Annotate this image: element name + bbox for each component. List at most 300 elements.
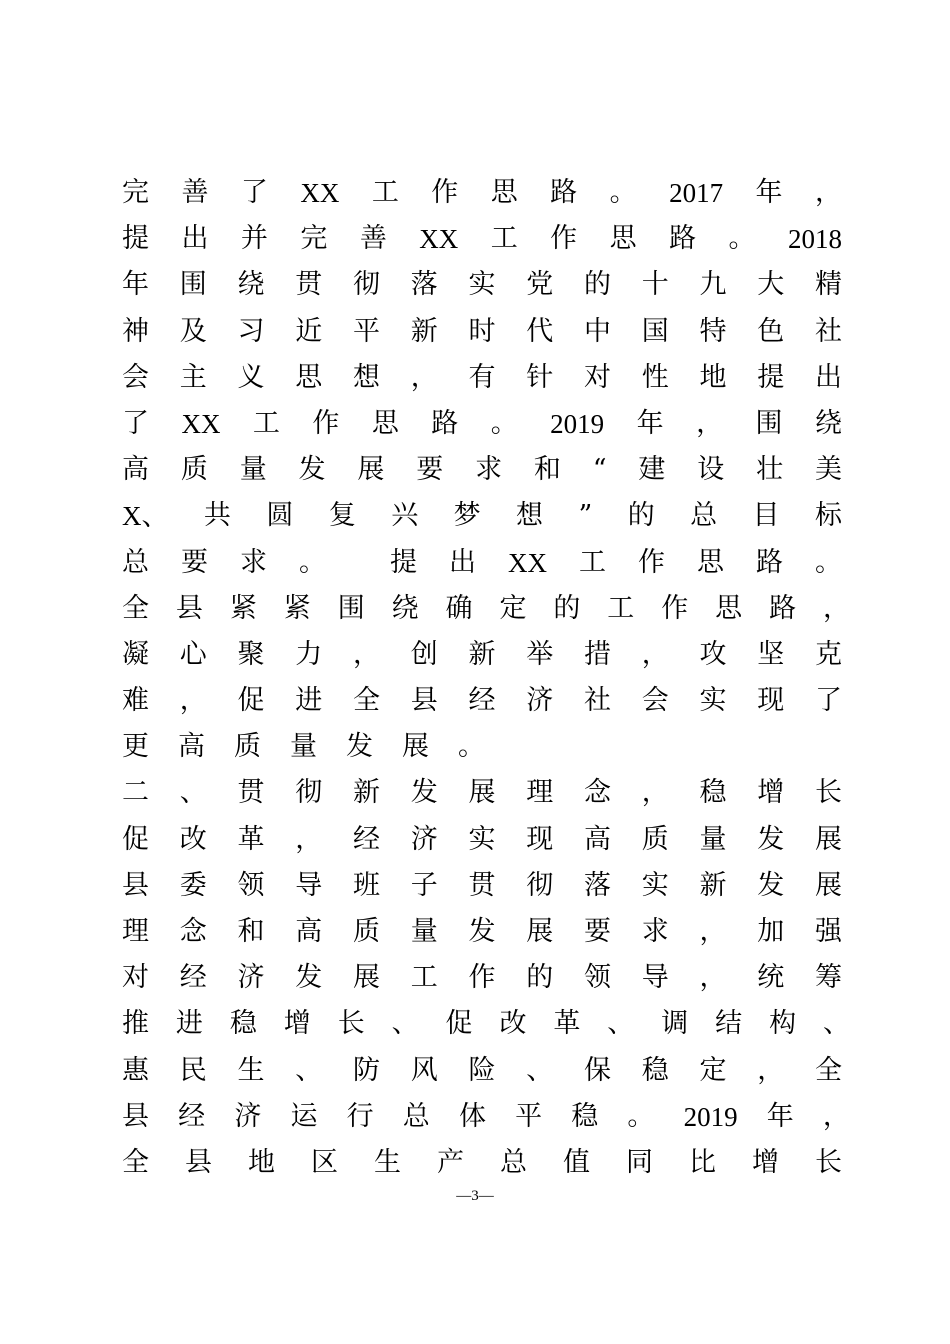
- text-token: 完: [122, 177, 149, 208]
- text-line: [122, 447, 842, 493]
- text-token: 路: [550, 177, 578, 208]
- text-token: 进: [175, 1008, 203, 1040]
- text-token: 发: [757, 869, 785, 901]
- text-token: 善: [359, 223, 387, 255]
- text-token: 目: [752, 500, 780, 532]
- text-token: 比: [689, 1146, 716, 1178]
- text-token: 实: [468, 823, 496, 855]
- text-token: 国: [641, 315, 669, 347]
- text-token: 平: [353, 315, 380, 347]
- text-line: [122, 170, 842, 216]
- text-token: 总: [690, 500, 718, 532]
- text-token: 领: [584, 962, 611, 994]
- text-token: 平: [515, 1100, 543, 1132]
- text-token: 调: [661, 1008, 689, 1040]
- text-token: 长: [337, 1008, 365, 1040]
- text-token: 同: [626, 1146, 653, 1178]
- text-token: 特: [699, 315, 727, 347]
- text-token: 、: [822, 1008, 850, 1040]
- text-token: 的: [553, 592, 581, 624]
- text-token: 壮: [756, 454, 784, 486]
- text-token: 新: [468, 638, 496, 670]
- text-token: 险: [468, 1054, 496, 1086]
- text-token: 作: [431, 177, 459, 208]
- text-line: [122, 262, 842, 308]
- text-line: [122, 909, 842, 955]
- text-token: 稳: [641, 1054, 669, 1086]
- text-token: 工: [371, 177, 399, 208]
- text-token: 改: [499, 1008, 527, 1040]
- text-token: ，: [353, 638, 380, 670]
- text-token: 要: [181, 546, 208, 578]
- text-token: 圆: [266, 500, 294, 532]
- text-token: 求: [641, 916, 669, 947]
- text-token: 彻: [353, 269, 380, 301]
- text-token: 路: [769, 592, 797, 624]
- text-token: 围: [337, 592, 365, 624]
- text-token: 质: [180, 454, 208, 486]
- text-token: 思: [295, 361, 323, 393]
- text-token: 量: [410, 916, 438, 947]
- text-line: [122, 770, 842, 816]
- text-token: 、: [607, 1008, 635, 1040]
- text-token: 行: [346, 1100, 374, 1132]
- text-token: 长: [815, 1146, 842, 1178]
- text-token: 济: [526, 685, 554, 717]
- text-token: 地: [699, 361, 727, 393]
- text-token: 生: [237, 1054, 265, 1086]
- text-token: 生: [374, 1146, 401, 1178]
- text-token: 新: [410, 315, 438, 347]
- text-token: 发: [295, 962, 323, 994]
- text-token: 班: [353, 869, 380, 901]
- text-token: ，: [699, 962, 727, 994]
- text-token: 路: [756, 546, 783, 578]
- text-token: 。: [627, 1100, 655, 1132]
- text-token: 工: [607, 592, 635, 624]
- text-token: 凝: [122, 638, 149, 670]
- text-token: 会: [122, 361, 149, 393]
- text-token: 展: [353, 962, 380, 994]
- text-token: 实: [468, 269, 496, 301]
- text-token: 实: [641, 869, 669, 901]
- text-token: 2017: [669, 178, 724, 208]
- text-line: [122, 309, 842, 355]
- text-token: 全: [122, 1146, 149, 1178]
- text-token: 建: [638, 454, 666, 486]
- text-line: [122, 586, 850, 632]
- text-token: 强: [815, 916, 842, 947]
- text-token: 委: [179, 869, 207, 901]
- text-token: 促: [122, 823, 149, 855]
- text-token: 念: [179, 916, 207, 947]
- text-token: 完: [300, 223, 328, 255]
- text-token: 时: [468, 315, 496, 347]
- text-token: 全: [815, 1054, 842, 1086]
- text-line: [122, 632, 842, 678]
- text-token: 求: [240, 546, 267, 578]
- text-token: 运: [290, 1100, 318, 1132]
- text-token: 。: [609, 177, 637, 208]
- text-token: 色: [757, 315, 785, 347]
- text-token: 围: [179, 269, 207, 301]
- text-token: 兴: [391, 500, 419, 532]
- text-token: 促: [445, 1008, 473, 1040]
- text-token: 了: [122, 407, 149, 439]
- text-line: [122, 355, 842, 401]
- text-token: X、: [122, 501, 169, 532]
- text-token: 工: [490, 223, 518, 255]
- text-token: 产: [437, 1146, 464, 1178]
- text-token: 习: [237, 315, 265, 347]
- text-token: 确: [445, 592, 473, 624]
- text-token: 攻: [699, 638, 727, 670]
- text-token: 绕: [237, 269, 265, 301]
- text-token: 定: [699, 1054, 727, 1086]
- text-line: [122, 955, 842, 1001]
- text-token: 稳: [571, 1100, 599, 1132]
- text-token: 提: [390, 546, 417, 578]
- text-token: 全: [353, 685, 380, 717]
- text-token: 会: [641, 685, 669, 717]
- text-token: 结: [715, 1008, 743, 1040]
- text-token: 定: [499, 592, 527, 624]
- text-token: 工: [579, 546, 606, 578]
- text-token: 民: [179, 1054, 207, 1086]
- text-token: 量: [239, 454, 267, 486]
- text-token: 贯: [468, 869, 496, 901]
- text-token: ”: [578, 500, 593, 532]
- text-token: 思: [371, 407, 399, 439]
- text-token: 作: [468, 962, 496, 994]
- text-token: 全: [122, 592, 149, 624]
- text-token: 及: [179, 315, 207, 347]
- text-token: 质: [234, 731, 261, 763]
- text-token: XX: [419, 224, 459, 255]
- text-token: 思: [609, 223, 637, 255]
- text-token: 思: [715, 592, 743, 624]
- text-token: 和: [237, 916, 265, 947]
- text-token: 经: [178, 1100, 206, 1132]
- text-token: XX: [181, 408, 221, 439]
- text-token: 想: [516, 500, 544, 532]
- text-token: 地: [248, 1146, 275, 1178]
- text-token: 新: [699, 869, 727, 901]
- text-token: 绕: [391, 592, 419, 624]
- text-token: 理: [526, 777, 554, 809]
- text-token: 。: [299, 546, 326, 578]
- text-token: 发: [468, 916, 496, 947]
- text-token: 念: [584, 777, 611, 809]
- text-token: 。: [458, 731, 485, 763]
- text-token: 增: [757, 777, 785, 809]
- text-token: ，: [410, 361, 438, 393]
- text-token: 现: [757, 685, 785, 717]
- text-token: 。: [490, 407, 518, 439]
- text-token: ，: [641, 638, 669, 670]
- text-token: 的: [584, 269, 611, 301]
- text-line: [122, 724, 842, 770]
- text-token: 了: [815, 685, 842, 717]
- text-token: 高: [178, 731, 205, 763]
- text-token: 工: [410, 962, 438, 994]
- text-token: ，: [814, 177, 842, 208]
- text-token: 标: [814, 500, 842, 532]
- text-token: 导: [641, 962, 669, 994]
- text-token: 聚: [237, 638, 265, 670]
- text-line: [122, 863, 842, 909]
- text-token: 义: [237, 361, 265, 393]
- text-token: XX: [300, 178, 340, 208]
- text-token: 克: [815, 638, 842, 670]
- text-token: 高: [295, 916, 323, 947]
- text-token: 梦: [453, 500, 481, 532]
- text-token: 举: [526, 638, 554, 670]
- text-token: 彻: [295, 777, 323, 809]
- text-token: 路: [431, 407, 459, 439]
- text-token: 总: [500, 1146, 527, 1178]
- text-token: 年: [122, 269, 149, 301]
- text-token: 出: [449, 546, 476, 578]
- text-line: [122, 678, 842, 724]
- text-token: 济: [410, 823, 438, 855]
- text-token: 坚: [757, 638, 785, 670]
- text-token: 紧: [229, 592, 257, 624]
- text-token: 作: [661, 592, 689, 624]
- text-token: 革: [553, 1008, 581, 1040]
- text-token: 县: [175, 592, 203, 624]
- text-token: 实: [699, 685, 727, 717]
- text-token: 更: [122, 731, 149, 763]
- text-token: 中: [584, 315, 611, 347]
- text-token: 彻: [526, 869, 554, 901]
- text-token: 统: [757, 962, 785, 994]
- text-token: 对: [122, 962, 149, 994]
- text-token: 总: [402, 1100, 430, 1132]
- text-token: 质: [641, 823, 669, 855]
- text-token: 值: [563, 1146, 590, 1178]
- text-token: ，: [757, 1054, 785, 1086]
- text-token: 九: [699, 269, 727, 301]
- text-line: [122, 1140, 842, 1186]
- text-token: 思: [697, 546, 724, 578]
- text-token: 和: [533, 454, 561, 486]
- text-token: 。: [815, 546, 842, 578]
- text-token: “: [592, 454, 607, 486]
- text-token: 县: [185, 1146, 212, 1178]
- text-token: 作: [638, 546, 665, 578]
- text-token: 展: [526, 916, 554, 947]
- text-token: 质: [353, 916, 380, 947]
- text-token: 县: [410, 685, 438, 717]
- text-token: 2019: [550, 408, 605, 439]
- text-token: 共: [203, 500, 231, 532]
- text-token: 善: [181, 177, 209, 208]
- text-token: 出: [815, 361, 842, 393]
- text-token: 要: [584, 916, 611, 947]
- text-token: 大: [757, 269, 785, 301]
- text-token: 稳: [229, 1008, 257, 1040]
- text-line: [122, 216, 842, 262]
- text-token: 展: [468, 777, 496, 809]
- text-token: 展: [815, 823, 842, 855]
- text-token: 作: [312, 407, 340, 439]
- text-token: 发: [757, 823, 785, 855]
- text-token: 量: [699, 823, 727, 855]
- text-token: 经: [468, 685, 496, 717]
- text-token: 针: [526, 361, 554, 393]
- text-token: 量: [290, 731, 317, 763]
- text-token: 现: [526, 823, 554, 855]
- text-token: 体: [458, 1100, 486, 1132]
- text-token: 设: [697, 454, 725, 486]
- text-token: 理: [122, 916, 149, 947]
- text-token: 贯: [295, 269, 323, 301]
- text-token: ，: [822, 592, 850, 624]
- text-token: 工: [252, 407, 280, 439]
- text-token: ，: [295, 823, 323, 855]
- text-token: 发: [298, 454, 326, 486]
- text-token: 稳: [699, 777, 727, 809]
- text-token: 的: [627, 500, 655, 532]
- text-token: 经: [353, 823, 380, 855]
- text-token: 、: [526, 1054, 554, 1086]
- text-token: 惠: [122, 1054, 149, 1086]
- text-token: 子: [410, 869, 438, 901]
- text-token: 增: [752, 1146, 779, 1178]
- text-token: 新: [353, 777, 380, 809]
- text-token: 有: [468, 361, 496, 393]
- text-token: 济: [237, 962, 265, 994]
- text-token: 想: [353, 361, 380, 393]
- text-line: [122, 817, 842, 863]
- text-token: 展: [402, 731, 429, 763]
- body-text: [122, 170, 850, 1186]
- text-token: 防: [353, 1054, 380, 1086]
- text-token: 作: [550, 223, 578, 255]
- text-token: 年: [755, 177, 783, 208]
- text-token: 复: [328, 500, 356, 532]
- text-token: 要: [416, 454, 444, 486]
- text-token: 导: [295, 869, 323, 901]
- text-line: [122, 540, 842, 586]
- text-token: 县: [122, 869, 149, 901]
- text-token: 提: [122, 223, 149, 255]
- text-token: 高: [584, 823, 611, 855]
- text-token: 对: [584, 361, 611, 393]
- text-token: 提: [757, 361, 785, 393]
- text-token: 心: [179, 638, 207, 670]
- text-token: XX: [508, 547, 547, 578]
- text-token: 并: [240, 223, 268, 255]
- text-token: ，: [179, 685, 207, 717]
- text-token: ，: [641, 777, 669, 809]
- text-token: 社: [815, 315, 842, 347]
- text-token: 绕: [814, 407, 842, 439]
- text-token: 总: [122, 546, 149, 578]
- text-token: 经: [179, 962, 207, 994]
- text-token: 围: [755, 407, 783, 439]
- text-token: 促: [237, 685, 265, 717]
- text-token: 展: [357, 454, 385, 486]
- text-token: 难: [122, 685, 149, 717]
- text-token: ，: [822, 1100, 850, 1132]
- text-token: 社: [584, 685, 611, 717]
- text-token: 增: [283, 1008, 311, 1040]
- text-token: 落: [584, 869, 611, 901]
- text-token: 进: [295, 685, 323, 717]
- text-token: 措: [584, 638, 611, 670]
- text-token: 贯: [237, 777, 265, 809]
- text-token: 加: [757, 916, 785, 947]
- text-token: 创: [410, 638, 438, 670]
- text-token: 落: [410, 269, 438, 301]
- text-token: 美: [814, 454, 842, 486]
- text-token: 思: [490, 177, 518, 208]
- page-number: —3—: [456, 1188, 494, 1204]
- text-token: 区: [311, 1146, 338, 1178]
- text-token: 、: [391, 1008, 419, 1040]
- text-line: [122, 1094, 850, 1140]
- text-token: 、: [295, 1054, 323, 1086]
- text-token: 、: [179, 777, 207, 809]
- text-token: 十: [641, 269, 669, 301]
- text-token: 求: [475, 454, 503, 486]
- text-token: 近: [295, 315, 323, 347]
- text-token: 长: [815, 777, 842, 809]
- text-token: 2018: [787, 224, 842, 255]
- text-token: 推: [122, 1008, 149, 1040]
- text-token: 性: [641, 361, 669, 393]
- text-token: 党: [526, 269, 554, 301]
- text-line: [122, 1001, 850, 1047]
- text-token: 高: [122, 454, 149, 486]
- text-token: 发: [410, 777, 438, 809]
- text-token: 风: [410, 1054, 438, 1086]
- text-line: [122, 401, 842, 447]
- text-line: [122, 493, 842, 539]
- text-token: 构: [769, 1008, 797, 1040]
- text-token: 主: [179, 361, 207, 393]
- text-token: 的: [526, 962, 554, 994]
- text-token: 了: [240, 177, 268, 208]
- text-token: 保: [584, 1054, 611, 1086]
- text-token: 二: [122, 777, 149, 809]
- text-token: 神: [122, 315, 149, 347]
- text-token: 。: [728, 223, 756, 255]
- text-token: 2019: [683, 1101, 738, 1132]
- text-token: 精: [815, 269, 842, 301]
- text-token: 革: [237, 823, 265, 855]
- text-token: ，: [696, 407, 724, 439]
- text-token: 筹: [815, 962, 842, 994]
- text-token: 出: [181, 223, 209, 255]
- text-token: 紧: [283, 592, 311, 624]
- text-token: 改: [179, 823, 207, 855]
- text-token: 济: [234, 1100, 262, 1132]
- text-token: 县: [122, 1100, 149, 1132]
- text-token: 展: [815, 869, 842, 901]
- text-token: 路: [669, 223, 697, 255]
- text-token: 发: [346, 731, 373, 763]
- text-token: 年: [636, 407, 664, 439]
- text-token: 领: [237, 869, 265, 901]
- text-line: [122, 1048, 842, 1094]
- text-token: ，: [699, 916, 727, 947]
- text-token: 年: [766, 1100, 794, 1132]
- text-token: 力: [295, 638, 323, 670]
- text-token: 代: [526, 315, 554, 347]
